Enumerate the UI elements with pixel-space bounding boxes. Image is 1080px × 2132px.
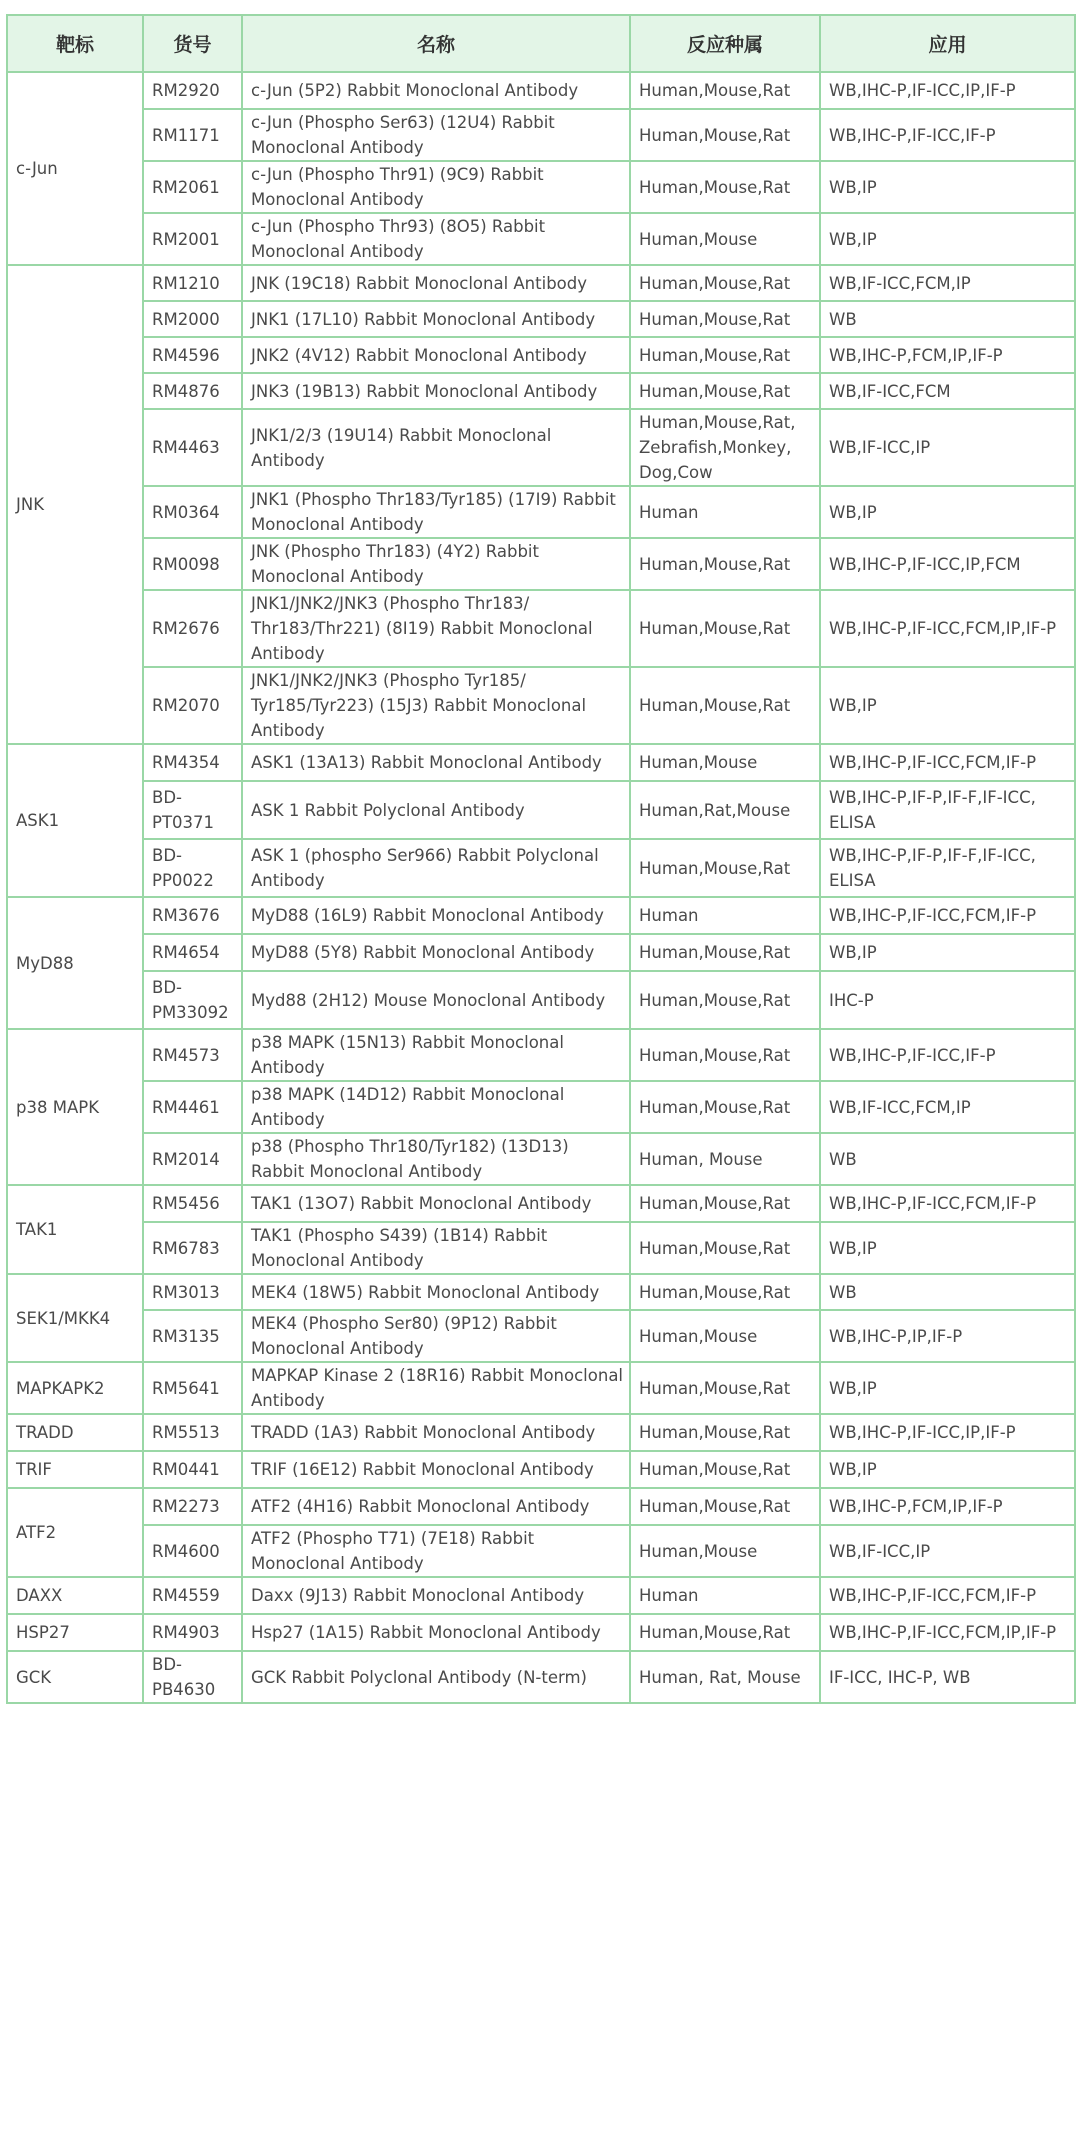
catalog-number-cell: RM2070 bbox=[143, 667, 242, 744]
catalog-number-cell: RM5513 bbox=[143, 1414, 242, 1451]
species-cell: Human,Mouse,Rat bbox=[630, 1029, 820, 1081]
species-cell: Human, Rat, Mouse bbox=[630, 1651, 820, 1703]
table-row bbox=[7, 1651, 1075, 1703]
table-row bbox=[7, 486, 1075, 538]
catalog-number-cell: RM2000 bbox=[143, 301, 242, 337]
product-name-cell: TAK1 (Phospho S439) (1B14) Rabbit Monoclonal Antibody bbox=[242, 1222, 630, 1274]
application-cell: WB,IHC-P,IF-ICC,IP,IF-P bbox=[820, 72, 1075, 109]
target-cell: GCK bbox=[7, 1651, 143, 1703]
application-cell: WB,IP bbox=[820, 934, 1075, 971]
species-cell: Human,Mouse,Rat bbox=[630, 1274, 820, 1310]
target-cell: HSP27 bbox=[7, 1614, 143, 1651]
target-cell: TRIF bbox=[7, 1451, 143, 1488]
product-name-cell: c-Jun (Phospho Ser63) (12U4) Rabbit Monoclonal Antibody bbox=[242, 109, 630, 161]
species-cell: Human,Mouse bbox=[630, 213, 820, 265]
header-row bbox=[7, 15, 1075, 72]
catalog-number-cell: RM5456 bbox=[143, 1185, 242, 1222]
table-row bbox=[7, 839, 1075, 897]
product-name-cell: JNK1 (Phospho Thr183/Tyr185) (17I9) Rabbit Monoclonal Antibody bbox=[242, 486, 630, 538]
catalog-number-cell: RM4461 bbox=[143, 1081, 242, 1133]
catalog-number-cell: RM0364 bbox=[143, 486, 242, 538]
catalog-number-cell: RM4463 bbox=[143, 409, 242, 486]
header-application: 应用 bbox=[820, 15, 1075, 72]
table-row bbox=[7, 897, 1075, 934]
product-name-cell: TRIF (16E12) Rabbit Monoclonal Antibody bbox=[242, 1451, 630, 1488]
table-row bbox=[7, 1614, 1075, 1651]
table-row bbox=[7, 1274, 1075, 1310]
species-cell: Human,Mouse,Rat bbox=[630, 934, 820, 971]
application-cell: WB,IHC-P,IF-ICC,FCM,IF-P bbox=[820, 897, 1075, 934]
application-cell: WB,IF-ICC,FCM,IP bbox=[820, 1081, 1075, 1133]
species-cell: Human,Mouse,Rat bbox=[630, 301, 820, 337]
target-cell: p38 MAPK bbox=[7, 1029, 143, 1185]
product-name-cell: JNK (19C18) Rabbit Monoclonal Antibody bbox=[242, 265, 630, 301]
product-name-cell: MyD88 (16L9) Rabbit Monoclonal Antibody bbox=[242, 897, 630, 934]
table-row bbox=[7, 1029, 1075, 1081]
application-cell: WB bbox=[820, 301, 1075, 337]
catalog-number-cell: RM4596 bbox=[143, 337, 242, 373]
catalog-number-cell: BD-PM33092 bbox=[143, 971, 242, 1029]
application-cell: WB,IHC-P,FCM,IP,IF-P bbox=[820, 337, 1075, 373]
species-cell: Human,Mouse bbox=[630, 744, 820, 781]
product-name-cell: ASK 1 Rabbit Polyclonal Antibody bbox=[242, 781, 630, 839]
product-name-cell: Hsp27 (1A15) Rabbit Monoclonal Antibody bbox=[242, 1614, 630, 1651]
product-name-cell: p38 MAPK (15N13) Rabbit Monoclonal Antibody bbox=[242, 1029, 630, 1081]
application-cell: WB,IF-ICC,IP bbox=[820, 409, 1075, 486]
application-cell: WB,IHC-P,IF-ICC,FCM,IF-P bbox=[820, 1577, 1075, 1614]
catalog-number-cell: RM3013 bbox=[143, 1274, 242, 1310]
product-name-cell: JNK (Phospho Thr183) (4Y2) Rabbit Monoclonal Antibody bbox=[242, 538, 630, 590]
application-cell: WB,IHC-P,IF-ICC,IF-P bbox=[820, 1029, 1075, 1081]
application-cell: WB,IHC-P,IP,IF-P bbox=[820, 1310, 1075, 1362]
target-cell: TAK1 bbox=[7, 1185, 143, 1274]
table-row bbox=[7, 265, 1075, 301]
application-cell: WB,IHC-P,IF-ICC,IP,IF-P bbox=[820, 1414, 1075, 1451]
species-cell: Human,Mouse,Rat bbox=[630, 1414, 820, 1451]
application-cell: WB,IP bbox=[820, 486, 1075, 538]
application-cell: WB,IHC-P,IF-P,IF-F,IF-ICC, ELISA bbox=[820, 781, 1075, 839]
application-cell: WB,IF-ICC,IP bbox=[820, 1525, 1075, 1577]
catalog-number-cell: RM1210 bbox=[143, 265, 242, 301]
application-cell: WB,IHC-P,IF-ICC,FCM,IF-P bbox=[820, 744, 1075, 781]
application-cell: WB,IHC-P,IF-ICC,FCM,IP,IF-P bbox=[820, 590, 1075, 667]
species-cell: Human,Mouse,Rat bbox=[630, 109, 820, 161]
application-cell: WB,IHC-P,IF-ICC,FCM,IF-P bbox=[820, 1185, 1075, 1222]
application-cell: WB,IHC-P,IF-ICC,FCM,IP,IF-P bbox=[820, 1614, 1075, 1651]
catalog-number-cell: RM4354 bbox=[143, 744, 242, 781]
application-cell: WB,IP bbox=[820, 161, 1075, 213]
catalog-number-cell: RM4600 bbox=[143, 1525, 242, 1577]
target-cell: ATF2 bbox=[7, 1488, 143, 1577]
product-name-cell: Myd88 (2H12) Mouse Monoclonal Antibody bbox=[242, 971, 630, 1029]
species-cell: Human,Mouse,Rat bbox=[630, 161, 820, 213]
product-name-cell: ATF2 (4H16) Rabbit Monoclonal Antibody bbox=[242, 1488, 630, 1525]
table-row bbox=[7, 1488, 1075, 1525]
species-cell: Human,Mouse,Rat bbox=[630, 839, 820, 897]
table-row bbox=[7, 409, 1075, 486]
product-name-cell: p38 MAPK (14D12) Rabbit Monoclonal Antibody bbox=[242, 1081, 630, 1133]
antibody-table bbox=[6, 14, 1076, 1704]
application-cell: WB,IP bbox=[820, 1222, 1075, 1274]
header-target: 靶标 bbox=[7, 15, 143, 72]
product-name-cell: c-Jun (Phospho Thr93) (8O5) Rabbit Monoclonal Antibody bbox=[242, 213, 630, 265]
product-name-cell: Daxx (9J13) Rabbit Monoclonal Antibody bbox=[242, 1577, 630, 1614]
target-cell: SEK1/MKK4 bbox=[7, 1274, 143, 1362]
table-row bbox=[7, 744, 1075, 781]
species-cell: Human,Mouse,Rat bbox=[630, 337, 820, 373]
product-name-cell: JNK1/2/3 (19U14) Rabbit Monoclonal Antibody bbox=[242, 409, 630, 486]
species-cell: Human bbox=[630, 897, 820, 934]
species-cell: Human,Mouse,Rat bbox=[630, 971, 820, 1029]
target-cell: JNK bbox=[7, 265, 143, 744]
species-cell: Human,Mouse,Rat bbox=[630, 1081, 820, 1133]
product-name-cell: c-Jun (Phospho Thr91) (9C9) Rabbit Monoclonal Antibody bbox=[242, 161, 630, 213]
table-row bbox=[7, 1525, 1075, 1577]
catalog-number-cell: RM1171 bbox=[143, 109, 242, 161]
catalog-number-cell: RM5641 bbox=[143, 1362, 242, 1414]
species-cell: Human,Mouse,Rat bbox=[630, 590, 820, 667]
product-name-cell: MAPKAP Kinase 2 (18R16) Rabbit Monoclonal Antibody bbox=[242, 1362, 630, 1414]
catalog-number-cell: RM2920 bbox=[143, 72, 242, 109]
species-cell: Human,Mouse,Rat bbox=[630, 1488, 820, 1525]
product-name-cell: ASK 1 (phospho Ser966) Rabbit Polyclonal Antibody bbox=[242, 839, 630, 897]
product-name-cell: MyD88 (5Y8) Rabbit Monoclonal Antibody bbox=[242, 934, 630, 971]
product-name-cell: c-Jun (5P2) Rabbit Monoclonal Antibody bbox=[242, 72, 630, 109]
species-cell: Human,Mouse,Rat bbox=[630, 1614, 820, 1651]
table-row bbox=[7, 667, 1075, 744]
species-cell: Human,Mouse,Rat bbox=[630, 538, 820, 590]
species-cell: Human,Mouse,Rat bbox=[630, 373, 820, 409]
header-name: 名称 bbox=[242, 15, 630, 72]
species-cell: Human,Mouse,Rat, Zebrafish,Monkey, Dog,Cow bbox=[630, 409, 820, 486]
antibody-table-container bbox=[6, 14, 1074, 1704]
product-name-cell: JNK2 (4V12) Rabbit Monoclonal Antibody bbox=[242, 337, 630, 373]
species-cell: Human, Mouse bbox=[630, 1133, 820, 1185]
species-cell: Human,Mouse,Rat bbox=[630, 1451, 820, 1488]
product-name-cell: ASK1 (13A13) Rabbit Monoclonal Antibody bbox=[242, 744, 630, 781]
target-cell: c-Jun bbox=[7, 72, 143, 265]
table-row bbox=[7, 373, 1075, 409]
catalog-number-cell: RM3676 bbox=[143, 897, 242, 934]
application-cell: WB,IP bbox=[820, 213, 1075, 265]
catalog-number-cell: BD-PB4630 bbox=[143, 1651, 242, 1703]
table-row bbox=[7, 1133, 1075, 1185]
table-row bbox=[7, 109, 1075, 161]
catalog-number-cell: RM2014 bbox=[143, 1133, 242, 1185]
product-name-cell: MEK4 (18W5) Rabbit Monoclonal Antibody bbox=[242, 1274, 630, 1310]
species-cell: Human,Mouse,Rat bbox=[630, 265, 820, 301]
table-row bbox=[7, 213, 1075, 265]
catalog-number-cell: RM4654 bbox=[143, 934, 242, 971]
application-cell: WB,IP bbox=[820, 667, 1075, 744]
species-cell: Human,Mouse bbox=[630, 1310, 820, 1362]
table-row bbox=[7, 781, 1075, 839]
application-cell: WB,IP bbox=[820, 1451, 1075, 1488]
catalog-number-cell: RM3135 bbox=[143, 1310, 242, 1362]
species-cell: Human,Mouse,Rat bbox=[630, 1185, 820, 1222]
catalog-number-cell: RM6783 bbox=[143, 1222, 242, 1274]
table-row bbox=[7, 72, 1075, 109]
table-row bbox=[7, 337, 1075, 373]
table-row bbox=[7, 934, 1075, 971]
application-cell: WB,IF-ICC,FCM,IP bbox=[820, 265, 1075, 301]
catalog-number-cell: RM2676 bbox=[143, 590, 242, 667]
table-row bbox=[7, 1577, 1075, 1614]
catalog-number-cell: BD-PP0022 bbox=[143, 839, 242, 897]
table-row bbox=[7, 538, 1075, 590]
application-cell: IF-ICC, IHC-P, WB bbox=[820, 1651, 1075, 1703]
catalog-number-cell: RM0441 bbox=[143, 1451, 242, 1488]
table-row bbox=[7, 1451, 1075, 1488]
product-name-cell: JNK1 (17L10) Rabbit Monoclonal Antibody bbox=[242, 301, 630, 337]
product-name-cell: p38 (Phospho Thr180/Tyr182) (13D13) Rabbit Monoclonal Antibody bbox=[242, 1133, 630, 1185]
product-name-cell: ATF2 (Phospho T71) (7E18) Rabbit Monoclonal Antibody bbox=[242, 1525, 630, 1577]
species-cell: Human,Mouse,Rat bbox=[630, 72, 820, 109]
catalog-number-cell: RM4573 bbox=[143, 1029, 242, 1081]
product-name-cell: JNK1/JNK2/JNK3 (Phospho Tyr185/ Tyr185/Tyr223) (15J3) Rabbit Monoclonal Antibody bbox=[242, 667, 630, 744]
product-name-cell: TAK1 (13O7) Rabbit Monoclonal Antibody bbox=[242, 1185, 630, 1222]
application-cell: WB,IF-ICC,FCM bbox=[820, 373, 1075, 409]
species-cell: Human bbox=[630, 486, 820, 538]
catalog-number-cell: BD-PT0371 bbox=[143, 781, 242, 839]
target-cell: TRADD bbox=[7, 1414, 143, 1451]
application-cell: WB,IHC-P,FCM,IP,IF-P bbox=[820, 1488, 1075, 1525]
species-cell: Human bbox=[630, 1577, 820, 1614]
target-cell: MAPKAPK2 bbox=[7, 1362, 143, 1414]
table-row bbox=[7, 1081, 1075, 1133]
species-cell: Human,Mouse bbox=[630, 1525, 820, 1577]
product-name-cell: MEK4 (Phospho Ser80) (9P12) Rabbit Monoclonal Antibody bbox=[242, 1310, 630, 1362]
catalog-number-cell: RM2001 bbox=[143, 213, 242, 265]
species-cell: Human,Rat,Mouse bbox=[630, 781, 820, 839]
table-row bbox=[7, 1310, 1075, 1362]
table-row bbox=[7, 590, 1075, 667]
catalog-number-cell: RM2061 bbox=[143, 161, 242, 213]
catalog-number-cell: RM0098 bbox=[143, 538, 242, 590]
table-row bbox=[7, 1222, 1075, 1274]
target-cell: DAXX bbox=[7, 1577, 143, 1614]
catalog-number-cell: RM4559 bbox=[143, 1577, 242, 1614]
product-name-cell: JNK1/JNK2/JNK3 (Phospho Thr183/ Thr183/Thr221) (8I19) Rabbit Monoclonal Antibody bbox=[242, 590, 630, 667]
species-cell: Human,Mouse,Rat bbox=[630, 667, 820, 744]
application-cell: WB,IHC-P,IF-ICC,IP,FCM bbox=[820, 538, 1075, 590]
application-cell: IHC-P bbox=[820, 971, 1075, 1029]
product-name-cell: GCK Rabbit Polyclonal Antibody (N-term) bbox=[242, 1651, 630, 1703]
table-row bbox=[7, 301, 1075, 337]
target-cell: ASK1 bbox=[7, 744, 143, 897]
application-cell: WB,IHC-P,IF-P,IF-F,IF-ICC, ELISA bbox=[820, 839, 1075, 897]
catalog-number-cell: RM4903 bbox=[143, 1614, 242, 1651]
header-species: 反应种属 bbox=[630, 15, 820, 72]
table-row bbox=[7, 1414, 1075, 1451]
catalog-number-cell: RM4876 bbox=[143, 373, 242, 409]
table-row bbox=[7, 1362, 1075, 1414]
product-name-cell: JNK3 (19B13) Rabbit Monoclonal Antibody bbox=[242, 373, 630, 409]
species-cell: Human,Mouse,Rat bbox=[630, 1362, 820, 1414]
table-body bbox=[7, 72, 1075, 1703]
application-cell: WB,IHC-P,IF-ICC,IF-P bbox=[820, 109, 1075, 161]
application-cell: WB,IP bbox=[820, 1362, 1075, 1414]
table-row bbox=[7, 971, 1075, 1029]
header-catalog-number: 货号 bbox=[143, 15, 242, 72]
application-cell: WB bbox=[820, 1133, 1075, 1185]
species-cell: Human,Mouse,Rat bbox=[630, 1222, 820, 1274]
product-name-cell: TRADD (1A3) Rabbit Monoclonal Antibody bbox=[242, 1414, 630, 1451]
application-cell: WB bbox=[820, 1274, 1075, 1310]
table-row bbox=[7, 1185, 1075, 1222]
table-row bbox=[7, 161, 1075, 213]
target-cell: MyD88 bbox=[7, 897, 143, 1029]
catalog-number-cell: RM2273 bbox=[143, 1488, 242, 1525]
